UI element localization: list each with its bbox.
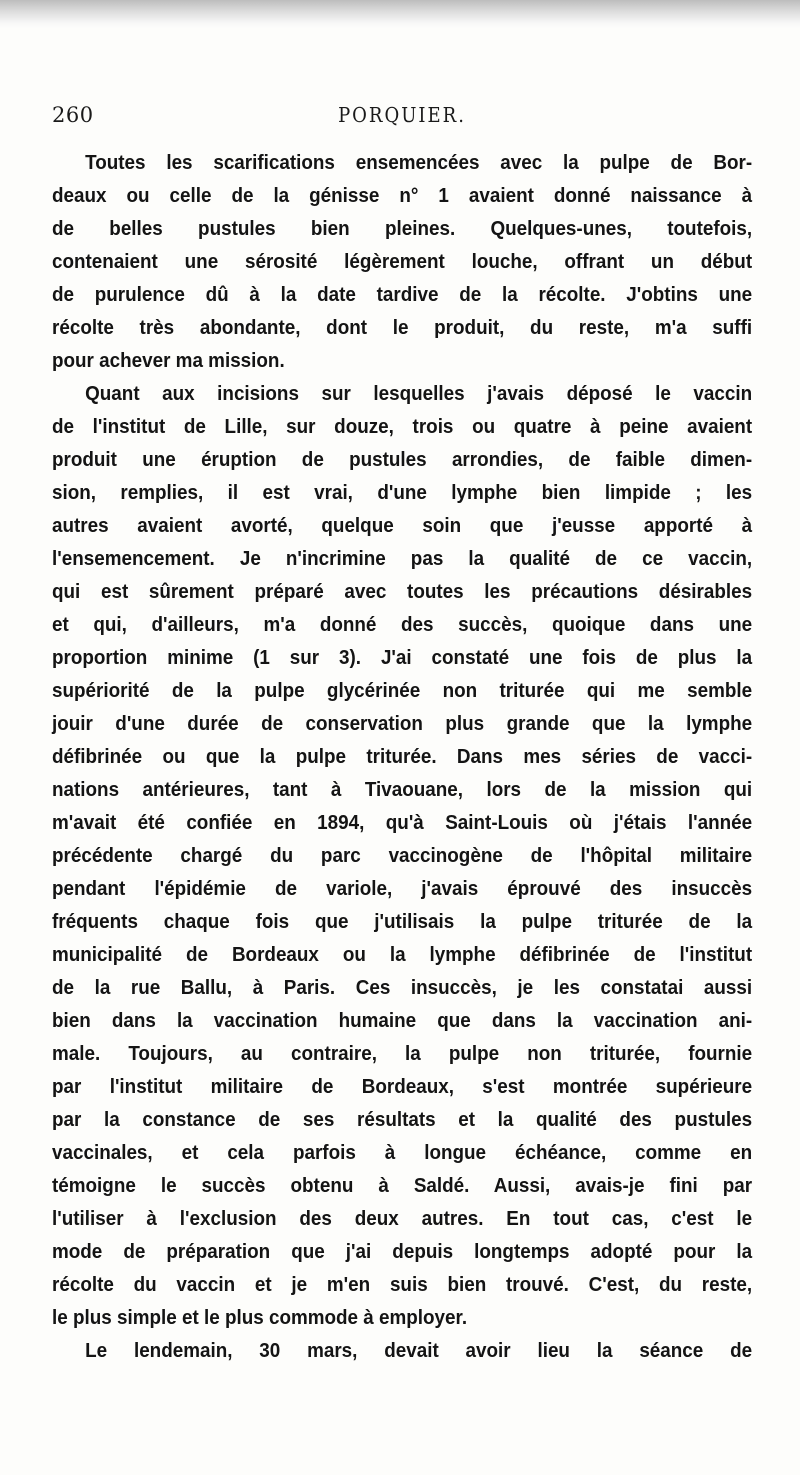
- text-line: de belles pustules bien pleines. Quelques-unes, toutefois,: [52, 217, 753, 240]
- paragraph: [52, 146, 752, 377]
- text-line: de la rue Ballu, à Paris. Ces insuccès, je les constatai aussi: [52, 976, 753, 999]
- text-line: municipalité de Bordeaux ou la lymphe défibrinée de l'institut: [52, 943, 753, 966]
- text-line: l'utiliser à l'exclusion des deux autres. En tout cas, c'est le: [52, 1207, 753, 1230]
- text-line: par la constance de ses résultats et la qualité des pustules: [52, 1108, 753, 1131]
- text-line: Le lendemain, 30 mars, devait avoir lieu la séance de: [85, 1339, 753, 1362]
- page-number: 260: [52, 103, 94, 127]
- text-line: mode de préparation que j'ai depuis longtemps adopté pour la: [52, 1240, 753, 1263]
- text-line: et qui, d'ailleurs, m'a donné des succès, quoique dans une: [52, 613, 753, 636]
- text-line: défibrinée ou que la pulpe triturée. Dans mes séries de vacci-: [52, 745, 753, 768]
- text-line: contenaient une sérosité légèrement louche, offrant un début: [52, 250, 753, 273]
- text-line: fréquents chaque fois que j'utilisais la pulpe triturée de la: [52, 910, 753, 933]
- text-line: bien dans la vaccination humaine que dans la vaccination ani-: [52, 1009, 753, 1032]
- running-head: PORQUIER.: [338, 103, 466, 128]
- text-line: autres avaient avorté, quelque soin que j'eusse apporté à: [52, 514, 753, 537]
- text-line: pendant l'épidémie de variole, j'avais éprouvé des insuccès: [52, 877, 753, 900]
- text-line: m'avait été confiée en 1894, qu'à Saint-Louis où j'étais l'année: [52, 811, 753, 834]
- text-line: Toutes les scarifications ensemencées avec la pulpe de Bor-: [85, 151, 753, 174]
- text-line: deaux ou celle de la génisse n° 1 avaient donné naissance à: [52, 184, 753, 207]
- text-line: Quant aux incisions sur lesquelles j'avais déposé le vaccin: [85, 382, 753, 405]
- text-line: récolte très abondante, dont le produit, du reste, m'a suffi: [52, 316, 753, 339]
- text-line: précédente chargé du parc vaccinogène de l'hôpital militaire: [52, 844, 753, 867]
- text-line: male. Toujours, au contraire, la pulpe non triturée, fournie: [52, 1042, 753, 1065]
- page-top-edge: [0, 0, 800, 28]
- body-text: [52, 146, 752, 1367]
- text-line: de purulence dû à la date tardive de la récolte. J'obtins une: [52, 283, 753, 306]
- text-line: vaccinales, et cela parfois à longue échéance, comme en: [52, 1141, 753, 1164]
- text-line: supériorité de la pulpe glycérinée non triturée qui me semble: [52, 679, 753, 702]
- text-line: proportion minime (1 sur 3). J'ai constaté une fois de plus la: [52, 646, 753, 669]
- page-header: [52, 103, 752, 133]
- text-line: jouir d'une durée de conservation plus grande que la lymphe: [52, 712, 753, 735]
- paragraph: [52, 377, 752, 1334]
- paragraph: [52, 1334, 752, 1367]
- text-line: sion, remplies, il est vrai, d'une lymphe bien limpide ; les: [52, 481, 753, 504]
- text-line: de l'institut de Lille, sur douze, trois ou quatre à peine avaient: [52, 415, 753, 438]
- text-line: produit une éruption de pustules arrondies, de faible dimen-: [52, 448, 753, 471]
- text-line: le plus simple et le plus commode à employer.: [52, 1306, 468, 1329]
- text-line: récolte du vaccin et je m'en suis bien trouvé. C'est, du reste,: [52, 1273, 753, 1296]
- text-line: l'ensemencement. Je n'incrimine pas la qualité de ce vaccin,: [52, 547, 753, 570]
- text-line: pour achever ma mission.: [52, 349, 285, 372]
- text-line: qui est sûrement préparé avec toutes les précautions désirables: [52, 580, 753, 603]
- text-line: par l'institut militaire de Bordeaux, s'est montrée supérieure: [52, 1075, 753, 1098]
- text-line: témoigne le succès obtenu à Saldé. Aussi, avais-je fini par: [52, 1174, 753, 1197]
- text-line: nations antérieures, tant à Tivaouane, lors de la mission qui: [52, 778, 753, 801]
